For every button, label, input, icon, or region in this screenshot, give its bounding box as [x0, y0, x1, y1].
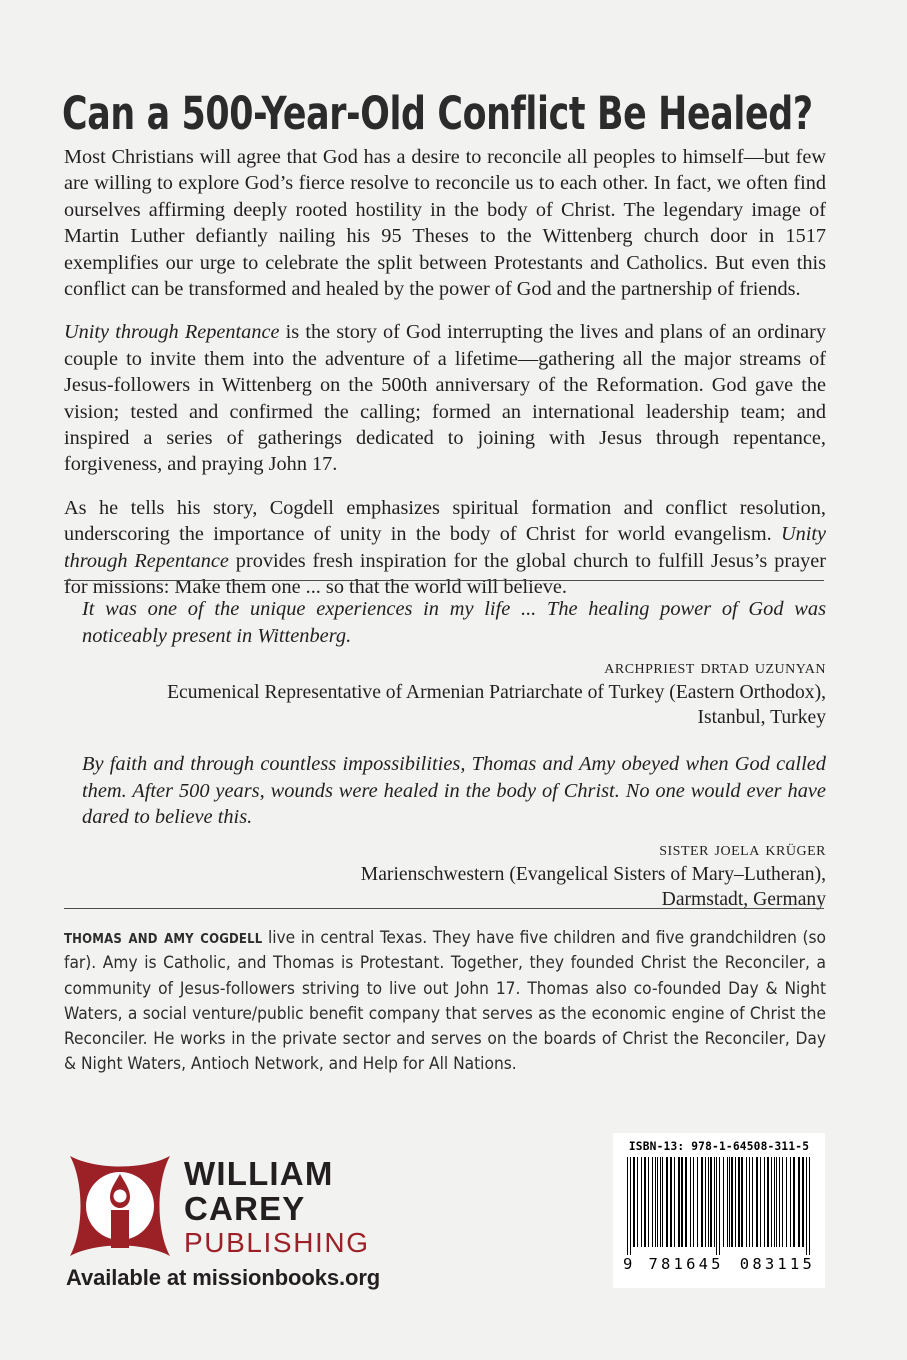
divider-top — [64, 580, 824, 581]
endorsement-author-name: archpriest drtad uzunyan — [604, 656, 826, 678]
endorsement-quote: It was one of the unique experiences in my life ... The healing power of God was noticeably present in Wittenberg. — [82, 598, 826, 647]
blurb-paragraph-2-rest: is the story of God interrupting the lives and plans of an ordinary couple to invite them into the adventure of a lifetime—gathering all the major streams of Jesus-followers in Wittenberg on the 500th anniversary of the Reformation. God gave the vision; tested and confirmed the calling; formed an international leadership team; and inspired a series of gatherings dedicated to joining with Jesus through repentance, forgiveness, and praying John 17. — [64, 321, 826, 476]
barcode-bar — [806, 1157, 807, 1255]
divider-bottom — [64, 908, 824, 909]
barcode-bar — [802, 1157, 804, 1247]
barcode-bar — [735, 1157, 736, 1247]
barcode-bars — [621, 1157, 817, 1255]
availability-text: Available at missionbooks.org — [66, 1265, 381, 1290]
barcode-bar — [752, 1157, 753, 1247]
barcode-bar — [714, 1157, 715, 1247]
barcode-bar — [776, 1157, 778, 1247]
endorsement-item — [64, 751, 826, 912]
barcode-bar — [723, 1157, 725, 1247]
barcode-bar — [637, 1157, 639, 1247]
barcode-bar — [771, 1157, 772, 1247]
barcode-bar — [655, 1157, 656, 1247]
barcode-bar — [652, 1157, 653, 1247]
barcode-bar — [678, 1157, 679, 1247]
barcode-digits — [621, 1256, 817, 1273]
barcode-bar — [798, 1157, 800, 1247]
barcode-bar — [710, 1157, 712, 1247]
publisher-logo-block — [66, 1152, 396, 1292]
barcode-bar — [760, 1157, 762, 1247]
barcode-bar — [662, 1157, 663, 1247]
blurb-paragraph-1: Most Christians will agree that God has a desire to reconcile all peoples to himself—but few are willing to explore God’s fierce resolve to reconcile us to each other. In fact, we often find ourselves affirming deeply rooted hostility in the body of Christ. The legendary image of Martin Luther defiantly nailing his 95 Theses to the Wittenberg church door in 1517 exemplifies our urge to celebrate the split between Protestants and Catholics. But even this conflict can be transformed and healed by the power of God and the partnership of friends. — [64, 146, 826, 301]
book-title-italic-1: Unity through Repentance — [64, 321, 280, 344]
candle-flame-in-circle-icon — [66, 1152, 174, 1260]
publisher-wordmark — [184, 1152, 370, 1259]
barcode-bar — [782, 1157, 783, 1247]
barcode-bar — [670, 1157, 672, 1247]
barcode-bar — [764, 1157, 765, 1247]
barcode-bar — [690, 1157, 692, 1247]
endorsement-quote: By faith and through countless impossibilities, Thomas and Amy obeyed when God called them. After 500 years, wounds were healed in the body of Christ. No one would ever have dared to believe this. — [82, 753, 826, 828]
blurb-paragraph-2 — [64, 319, 826, 477]
barcode-bar — [641, 1157, 643, 1247]
barcode-bar — [674, 1157, 675, 1247]
barcode-bar — [767, 1157, 769, 1247]
barcode-bar — [627, 1157, 628, 1255]
barcode-bar — [697, 1157, 698, 1247]
endorsement-author-name: sister joela krüger — [659, 837, 826, 860]
barcode-bar — [731, 1157, 733, 1247]
author-bio-lead: thomas and amy cogdell — [64, 927, 263, 948]
barcode-bar — [685, 1157, 687, 1247]
page-title: Can a 500-Year-Old Conflict Be Healed? — [62, 87, 813, 141]
endorsement-author-org: Marienschwestern (Evangelical Sisters of Mary–Lutheran), — [360, 863, 826, 885]
barcode-bar — [630, 1157, 631, 1255]
barcode-bar — [660, 1157, 661, 1247]
barcode-bar — [701, 1157, 703, 1247]
endorsement-item — [64, 596, 826, 730]
barcode-bar — [779, 1157, 780, 1247]
barcode-bar — [648, 1157, 649, 1247]
publisher-name-line2: CAREY — [184, 1190, 306, 1227]
barcode-bar — [749, 1157, 750, 1247]
blurb-section — [64, 144, 826, 601]
barcode-bar — [729, 1157, 730, 1247]
barcode-bar — [741, 1157, 743, 1247]
barcode-bar — [681, 1157, 683, 1247]
barcode-digits-middle: 781645 — [648, 1255, 724, 1273]
isbn-label: ISBN-13: 978-1-64508-311-5 — [628, 1140, 810, 1153]
endorsement-author-location: Istanbul, Turkey — [697, 707, 826, 728]
barcode-bar — [657, 1157, 658, 1247]
barcode-bar — [727, 1157, 728, 1247]
barcode-bar — [705, 1157, 706, 1247]
barcode-bar — [716, 1157, 717, 1255]
book-title-italic-2: Unity through Repentance — [64, 523, 826, 572]
barcode-bar — [738, 1157, 740, 1247]
author-bio-text: live in central Texas. They have five children and five grandchildren (so far). Amy is Catholic, and Thomas is Protestant. Together, they founded Christ the Reconciler, a community of Jesus-followers striving to live out John 17. Thomas also co-founded Day & Night Waters, a social venture/public benefit company that serves as the economic engine of Christ the Reconciler. He works in the private sector and serves on the boards of Christ the Reconciler, Day & Night Waters, Antioch Network, and Help for All Nations. — [64, 928, 826, 1075]
barcode-bar — [790, 1157, 792, 1247]
barcode-bar — [746, 1157, 747, 1247]
barcode-bar — [719, 1157, 720, 1255]
barcode-bar — [633, 1157, 635, 1247]
blurb-paragraph-3-a: As he tells his story, Cogdell emphasizes spiritual formation and conflict resolution, underscoring the importance of unity in the body of Christ for world evangelism. — [64, 496, 826, 546]
blurb-paragraph-3-b: provides fresh inspiration for the global church to fulfill Jesus’s prayer for missions: Make them one ... so that the world will believe. — [64, 549, 826, 599]
barcode-bar — [774, 1157, 775, 1247]
barcode-bar — [693, 1157, 695, 1247]
author-bio — [64, 925, 826, 1078]
barcode-bar — [644, 1157, 646, 1247]
publisher-name-line3: PUBLISHING — [184, 1227, 370, 1258]
endorsements-section — [64, 596, 826, 912]
barcode-bar — [708, 1157, 709, 1247]
barcode-bar — [756, 1157, 758, 1247]
isbn-barcode — [613, 1133, 825, 1288]
blurb-paragraph-3 — [64, 495, 826, 601]
publisher-name-line1: WILLIAM — [184, 1155, 334, 1192]
barcode-digit-left: 9 — [623, 1255, 633, 1273]
barcode-bar — [786, 1157, 788, 1247]
barcode-bar — [809, 1157, 810, 1255]
barcode-bar — [793, 1157, 795, 1247]
barcode-bar — [666, 1157, 668, 1247]
endorsement-author-location: Darmstadt, Germany — [661, 888, 826, 910]
endorsement-author-org: Ecumenical Representative of Armenian Patriarchate of Turkey (Eastern Orthodox), — [167, 682, 826, 703]
barcode-digits-right: 083115 — [739, 1255, 815, 1273]
